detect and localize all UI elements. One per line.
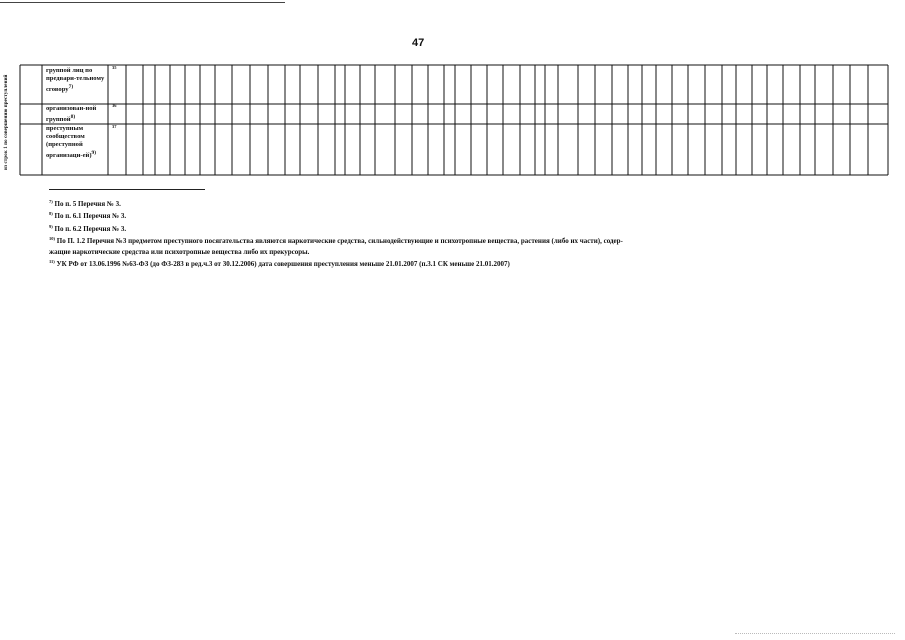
footnote-7: $^{7)}$ По п. 5 Перечня № 3. (49, 199, 121, 208)
page-number: 47 (412, 37, 425, 49)
row-number-36: 36 (112, 103, 117, 108)
footnote-rule (49, 189, 205, 190)
row-label-text: группой лиц по предвари-тельному сговору (46, 67, 105, 94)
row-note: 7) (68, 84, 74, 91)
footnote-11: $^{11)}$ УК РФ от 13.06.1996 №63-ФЗ (до ФЗ-283 в ред.ч.3 от 30.12.2006) дата совершения преступления меньше 21.01.2007 (п.3.1 СК меньше 21.01.2007) (49, 259, 510, 269)
footnote-10-continued: жащие наркотические средства или психотропные вещества либо их прекурсоры. (49, 247, 310, 256)
row-number-37: 37 (112, 124, 117, 129)
row-label-35 (46, 67, 106, 94)
row-label-text: преступным сообществом (преступной организаци-ей) (46, 125, 92, 160)
side-column (20, 66, 40, 174)
row-note: 8) (70, 114, 76, 121)
row-label-text: организован-ной группой (46, 105, 97, 124)
row-note: 9) (91, 150, 97, 157)
top-rule (0, 2, 285, 3)
row-number-35: 35 (112, 65, 117, 70)
scan-artifact-dots (735, 633, 895, 635)
row-label-37 (46, 125, 106, 161)
row-label-36 (46, 105, 106, 124)
footnotes (49, 197, 849, 269)
footnote-8: $^{8)}$ По п. 6.1 Перечня № 3. (49, 211, 127, 221)
side-label: из строк 1 по совершению преступлений (4, 74, 9, 170)
footnote-10: $^{10)}$ По П. 1.2 Перечня №3 предметом преступного посягательства являются наркотические средства, сильнодействующие и психотропные вещества, растения (либо их части), содер- (49, 236, 623, 246)
footnote-9: $^{9)}$ По п. 6.2 Перечня № 3. (49, 223, 127, 233)
